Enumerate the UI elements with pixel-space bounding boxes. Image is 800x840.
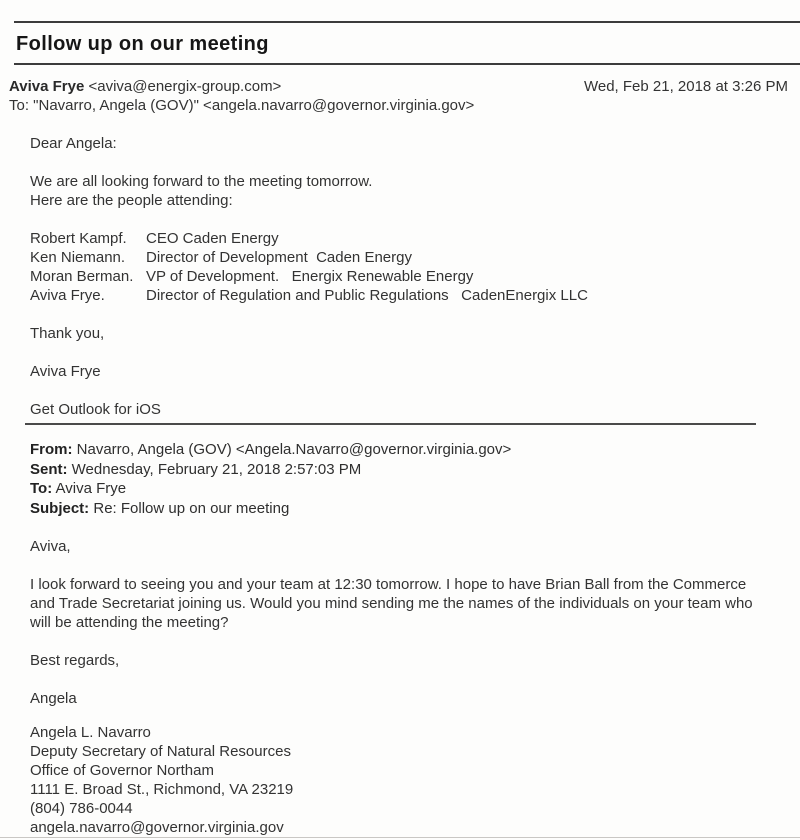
- quoted-subject-line: [30, 499, 772, 519]
- signature-title: Deputy Secretary of Natural Resources: [30, 743, 291, 760]
- to-label: To:: [30, 480, 53, 497]
- attendee-row: [30, 267, 772, 286]
- quoted-to-value: Aviva Frye: [52, 480, 127, 497]
- quoted-from-line: [30, 440, 772, 460]
- sender-name: Aviva Frye: [9, 78, 85, 95]
- quoted-signer-name: Angela: [30, 690, 77, 707]
- attendee-name: Aviva Frye.: [30, 287, 105, 304]
- outlook-footer: Get Outlook for iOS: [30, 401, 161, 418]
- scanned-email-page: [0, 21, 800, 840]
- intro-line-1: We are all looking forward to the meeting tomorrow.: [30, 173, 373, 190]
- quoted-email-body: [30, 518, 772, 837]
- signature-email: angela.navarro@governor.virginia.gov: [30, 819, 284, 836]
- quoted-closing: Best regards,: [30, 652, 120, 669]
- intro-line-2: Here are the people attending:: [30, 192, 233, 209]
- attendee-role: Director of Development Caden Energy: [146, 249, 412, 266]
- greeting: Dear Angela:: [30, 135, 117, 152]
- page-bottom-edge: [0, 837, 800, 838]
- signature-address: 1111 E. Broad St., Richmond, VA 23219: [30, 781, 294, 798]
- quoted-greeting: Aviva,: [30, 538, 71, 555]
- attendee-row: [30, 286, 772, 305]
- attendee-row: [30, 229, 772, 248]
- quoted-subject-value: Re: Follow up on our meeting: [89, 499, 290, 517]
- quoted-to-line: [30, 479, 772, 499]
- signature-office: Office of Governor Northam: [30, 762, 214, 779]
- quoted-sent-line: [30, 460, 772, 480]
- attendee-name: Robert Kampf.: [30, 230, 127, 247]
- sender-email: <aviva@energix-group.com>: [84, 78, 282, 95]
- attendee-role: Director of Regulation and Public Regulations CadenEnergix LLC: [146, 287, 588, 304]
- sender-signature: Aviva Frye: [30, 363, 101, 380]
- attendee-name: Moran Berman.: [30, 268, 134, 285]
- attendee-name: Ken Niemann.: [30, 249, 126, 266]
- sender-line: [9, 77, 281, 96]
- from-label: From:: [30, 441, 73, 458]
- email-subject-title: Follow up on our meeting: [16, 33, 269, 55]
- closing: Thank you,: [30, 325, 105, 342]
- quoted-sent-value: Wednesday, February 21, 2018 2:57:03 PM: [67, 460, 362, 478]
- quoted-paragraph: I look forward to seeing you and your team at 12:30 tomorrow. I hope to have Brian Ball from the Commerce and Trade Secretariat joining us. Would you mind sending me the names of the individuals on your team who will be attending the meeting?: [30, 576, 753, 631]
- attendee-row: [30, 248, 772, 267]
- subject-divider: [14, 63, 800, 65]
- sent-label: Sent:: [30, 460, 68, 478]
- top-divider: [14, 21, 800, 23]
- quoted-email-headers: [30, 440, 772, 518]
- quoted-from-value: Navarro, Angela (GOV) <Angela.Navarro@governor.virginia.gov>: [72, 441, 512, 458]
- recipient-line: To: "Navarro, Angela (GOV)" <angela.navarro@governor.virginia.gov>: [9, 97, 475, 114]
- attendee-role: VP of Development. Energix Renewable Energy: [146, 268, 474, 285]
- attendee-role: CEO Caden Energy: [146, 230, 279, 247]
- signature-phone: (804) 786-0044: [30, 800, 133, 817]
- email-body: [30, 115, 772, 419]
- email-timestamp: Wed, Feb 21, 2018 at 3:26 PM: [583, 78, 788, 95]
- sender-row: [9, 77, 788, 96]
- subject-label: Subject:: [30, 499, 90, 517]
- signature-name: Angela L. Navarro: [30, 724, 151, 741]
